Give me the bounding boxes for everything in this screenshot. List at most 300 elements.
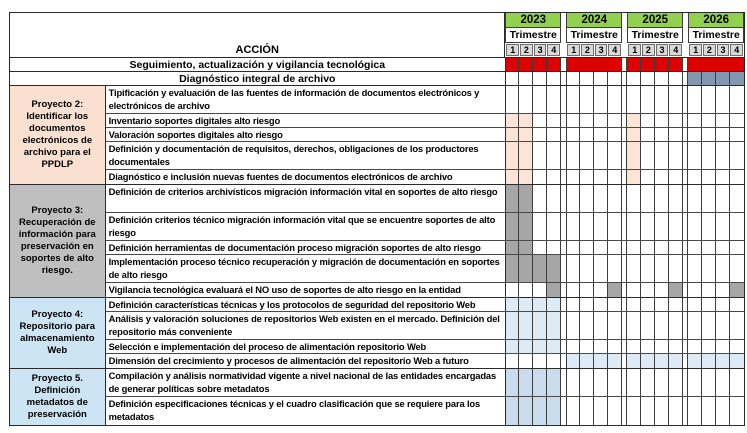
action-text: Valoración soportes digitales alto riesgo [106,128,506,141]
gantt-cell-empty [567,369,581,396]
gantt-cell-empty [608,312,622,339]
gantt-cell-filled [519,185,533,212]
gantt-cell-filled [688,354,702,368]
gantt-cell-empty [547,185,561,212]
action-row [106,255,744,283]
gantt-cell-filled [580,58,594,71]
project-group-5 [10,369,744,425]
quarter-number-row [505,43,561,57]
gantt-cell-empty [669,72,683,85]
gantt-cell-empty [594,114,608,127]
gantt-cell-empty [580,86,594,113]
gantt-cell-empty [716,170,730,184]
gantt-cell-empty [641,298,655,311]
gantt-cell-empty [580,312,594,339]
gantt-cell-empty [702,255,716,282]
gantt-cell-empty [716,185,730,212]
gantt-cell-filled [519,213,533,240]
quarter-number: 3 [534,44,547,56]
gantt-cell-filled [627,58,641,71]
gantt-cell-empty [716,369,730,396]
gantt-cell-filled [519,128,533,141]
gantt-cell-empty [655,72,669,85]
quarter-grid [506,397,744,425]
year-label: 2023 [505,13,561,28]
gantt-cell-empty [594,128,608,141]
gantt-cell-empty [608,255,622,282]
gantt-cell-filled [547,369,561,396]
gantt-cell-filled [519,298,533,311]
gantt-cell-empty [594,369,608,396]
gantt-cell-filled [730,72,744,85]
gantt-cell-empty [567,298,581,311]
gantt-cell-empty [641,213,655,240]
gantt-cell-filled [519,114,533,127]
gantt-cell-filled [730,354,744,368]
gantt-cell-empty [608,128,622,141]
accion-column-header: ACCIÓN [10,13,505,57]
action-row [106,241,744,255]
gantt-cell-empty [533,114,547,127]
gantt-cell-empty [627,283,641,297]
quarter-grid [506,312,744,339]
gantt-cell-empty [730,128,744,141]
merged-action-row [10,72,744,86]
gantt-cell-empty [627,72,641,85]
action-row [106,128,744,142]
gantt-cell-empty [533,170,547,184]
gantt-cell-empty [567,283,581,297]
gantt-cell-empty [716,241,730,254]
project-rows [106,298,744,368]
gantt-cell-empty [702,397,716,425]
quarter-grid [506,114,744,127]
gantt-cell-empty [688,86,702,113]
gantt-cell-empty [567,241,581,254]
gantt-cell-filled [519,397,533,425]
gantt-cell-empty [567,255,581,282]
quarter-number: 4 [547,44,560,56]
action-text: Compilación y análisis normatividad vigente a nivel nacional de las entidades encargadas de generar políticas sobre metadatos [106,369,506,396]
gantt-cell-empty [594,283,608,297]
gantt-cell-filled [547,340,561,353]
gantt-cell-filled [506,312,520,339]
gantt-cell-empty [655,397,669,425]
quarter-number: 2 [520,44,533,56]
table-header [10,13,744,58]
gantt-cell-empty [580,397,594,425]
gantt-cell-empty [608,241,622,254]
gantt-cell-filled [716,58,730,71]
gantt-cell-empty [702,185,716,212]
gantt-cell-empty [533,72,547,85]
quarter-number: 4 [608,44,621,56]
gantt-cell-filled [627,114,641,127]
gantt-cell-empty [688,283,702,297]
gantt-cell-empty [702,86,716,113]
gantt-cell-empty [608,114,622,127]
gantt-cell-filled [519,255,533,282]
gantt-cell-empty [655,170,669,184]
action-text: Definición herramientas de documentación proceso migración soportes de alto riesgo [106,241,506,254]
gantt-cell-empty [669,369,683,396]
action-row [106,114,744,128]
quarter-number-row [566,43,622,57]
gantt-cell-empty [506,86,520,113]
gantt-cell-empty [702,312,716,339]
gantt-cell-empty [702,213,716,240]
quarter-grid [506,213,744,240]
quarter-grid [506,369,744,396]
gantt-cell-empty [669,213,683,240]
gantt-cell-empty [567,142,581,169]
gantt-cell-empty [608,298,622,311]
gantt-cell-empty [641,312,655,339]
gantt-cell-empty [567,340,581,353]
action-text: Definición de criterios archivísticos migración información vital en soportes de alto riesgo [106,185,506,212]
gantt-cell-empty [688,241,702,254]
gantt-cell-filled [702,72,716,85]
quarter-number: 2 [581,44,594,56]
gantt-cell-empty [627,213,641,240]
gantt-cell-empty [655,369,669,396]
gantt-cell-empty [641,283,655,297]
gantt-cell-empty [688,185,702,212]
gantt-cell-empty [730,298,744,311]
gantt-cell-empty [641,185,655,212]
trimestre-label: Trimestre [627,28,683,43]
gantt-cell-empty [580,185,594,212]
gantt-cell-empty [506,354,520,368]
project-rows [106,185,744,297]
gantt-cell-filled [547,283,561,297]
gantt-cell-empty [594,298,608,311]
gantt-cell-empty [730,213,744,240]
gantt-cell-empty [594,312,608,339]
gantt-cell-empty [655,255,669,282]
gantt-cell-empty [716,283,730,297]
gantt-cell-empty [547,354,561,368]
project-groups [10,86,744,425]
gantt-cell-filled [533,397,547,425]
gantt-cell-empty [567,185,581,212]
gantt-cell-filled [702,354,716,368]
gantt-cell-filled [519,312,533,339]
quarter-grid [506,142,744,169]
gantt-cell-empty [594,142,608,169]
action-row [106,369,744,397]
gantt-cell-empty [655,185,669,212]
gantt-cell-empty [688,255,702,282]
action-row [106,354,744,368]
gantt-schedule-table [9,12,745,426]
action-row [106,185,744,213]
gantt-cell-empty [567,312,581,339]
project-group-3 [10,185,744,298]
gantt-cell-empty [608,397,622,425]
action-row [106,298,744,312]
gantt-cell-filled [730,283,744,297]
gantt-cell-filled [567,354,581,368]
gantt-cell-empty [641,86,655,113]
gantt-cell-empty [608,213,622,240]
gantt-cell-filled [547,298,561,311]
merged-action-label: Seguimiento, actualización y vigilancia tecnológica [10,58,506,71]
gantt-cell-empty [627,340,641,353]
gantt-cell-empty [627,86,641,113]
gantt-cell-empty [730,86,744,113]
gantt-cell-empty [627,397,641,425]
gantt-cell-filled [519,241,533,254]
gantt-cell-filled [655,58,669,71]
year-label: 2025 [627,13,683,28]
gantt-cell-empty [641,128,655,141]
gantt-cell-empty [641,255,655,282]
gantt-cell-empty [641,114,655,127]
gantt-cell-filled [688,72,702,85]
gantt-cell-empty [688,142,702,169]
gantt-cell-empty [641,241,655,254]
gantt-cell-empty [716,114,730,127]
gantt-cell-empty [580,142,594,169]
gantt-cell-filled [716,354,730,368]
project-label: Proyecto 4: Repositorio para almacenamiento Web [10,298,106,368]
quarter-number: 1 [689,44,702,56]
gantt-cell-filled [688,58,702,71]
gantt-cell-empty [688,128,702,141]
gantt-cell-empty [641,397,655,425]
gantt-cell-empty [580,72,594,85]
gantt-cell-empty [608,369,622,396]
gantt-cell-empty [567,128,581,141]
quarter-number: 3 [595,44,608,56]
gantt-cell-empty [669,114,683,127]
quarter-grid [506,170,744,184]
trimestre-label: Trimestre [566,28,622,43]
gantt-cell-empty [608,340,622,353]
gantt-cell-empty [533,241,547,254]
quarter-grid [506,72,744,85]
gantt-cell-empty [533,185,547,212]
gantt-cell-filled [533,312,547,339]
gantt-cell-filled [506,369,520,396]
action-row [106,213,744,241]
action-text: Vigilancia tecnológica evaluará el NO uso de soportes de alto riesgo en la entidad [106,283,506,297]
action-row [106,142,744,170]
gantt-cell-filled [627,128,641,141]
gantt-cell-filled [547,255,561,282]
gantt-cell-empty [669,340,683,353]
action-text: Análisis y valoración soluciones de repositorios Web existen en el mercado. Definición del repositorio más conveniente [106,312,506,339]
gantt-cell-empty [702,241,716,254]
gantt-cell-filled [580,354,594,368]
gantt-cell-filled [608,58,622,71]
gantt-cell-empty [669,255,683,282]
gantt-cell-filled [533,255,547,282]
quarter-grid [506,340,744,353]
gantt-cell-empty [580,255,594,282]
gantt-cell-empty [655,114,669,127]
gantt-cell-empty [594,241,608,254]
timeline-header [505,13,744,57]
gantt-cell-empty [702,128,716,141]
gantt-cell-filled [506,241,520,254]
gantt-cell-filled [519,369,533,396]
merged-action-label: Diagnóstico integral de archivo [10,72,506,85]
gantt-cell-filled [533,58,547,71]
gantt-cell-empty [580,241,594,254]
gantt-cell-empty [655,241,669,254]
gantt-cell-empty [594,86,608,113]
gantt-cell-empty [608,72,622,85]
gantt-cell-filled [702,58,716,71]
gantt-cell-empty [506,283,520,297]
gantt-cell-filled [627,354,641,368]
gantt-cell-empty [533,86,547,113]
quarter-grid [506,86,744,113]
gantt-cell-empty [669,185,683,212]
gantt-cell-empty [688,170,702,184]
project-group-2 [10,86,744,185]
year-group-2025 [627,13,683,57]
gantt-cell-filled [641,354,655,368]
action-text: Tipificación y evaluación de las fuentes de información de documentos electrónicos y electrónicos de archivo [106,86,506,113]
gantt-cell-empty [730,312,744,339]
gantt-cell-empty [533,283,547,297]
action-row [106,170,744,184]
gantt-cell-empty [730,170,744,184]
merged-top-rows [10,58,744,86]
trimestre-label: Trimestre [688,28,744,43]
quarter-grid [506,255,744,282]
quarter-number: 4 [669,44,682,56]
gantt-cell-empty [669,142,683,169]
gantt-cell-empty [580,213,594,240]
gantt-cell-empty [716,397,730,425]
gantt-cell-empty [547,86,561,113]
gantt-cell-filled [533,369,547,396]
gantt-cell-empty [688,312,702,339]
project-rows [106,86,744,184]
gantt-cell-empty [669,241,683,254]
gantt-cell-filled [519,170,533,184]
year-label: 2024 [566,13,622,28]
gantt-cell-filled [506,255,520,282]
gantt-cell-empty [702,298,716,311]
gantt-cell-empty [702,369,716,396]
gantt-cell-filled [547,58,561,71]
action-text: Inventario soportes digitales alto riesgo [106,114,506,127]
gantt-cell-empty [547,142,561,169]
gantt-cell-empty [688,369,702,396]
gantt-cell-filled [506,185,520,212]
gantt-cell-filled [519,142,533,169]
quarter-grid [506,185,744,212]
gantt-cell-empty [594,340,608,353]
gantt-cell-empty [580,170,594,184]
gantt-cell-empty [655,298,669,311]
gantt-cell-empty [594,255,608,282]
gantt-cell-empty [519,72,533,85]
gantt-cell-empty [702,283,716,297]
gantt-cell-empty [627,185,641,212]
gantt-cell-empty [716,340,730,353]
gantt-cell-empty [580,114,594,127]
project-label: Proyecto 3: Recuperación de información para preservación en soportes de alto riesgo. [10,185,106,297]
gantt-cell-filled [655,354,669,368]
gantt-cell-filled [506,58,520,71]
quarter-grid [506,241,744,254]
gantt-cell-empty [594,213,608,240]
gantt-cell-empty [688,298,702,311]
gantt-cell-empty [533,213,547,240]
gantt-cell-empty [655,213,669,240]
gantt-cell-empty [655,340,669,353]
gantt-cell-empty [594,170,608,184]
gantt-cell-filled [506,128,520,141]
gantt-cell-filled [627,170,641,184]
gantt-cell-empty [567,86,581,113]
gantt-cell-empty [567,114,581,127]
gantt-cell-filled [730,58,744,71]
gantt-cell-empty [669,298,683,311]
quarter-number: 3 [656,44,669,56]
gantt-cell-empty [730,255,744,282]
gantt-cell-filled [669,283,683,297]
gantt-cell-empty [567,397,581,425]
gantt-cell-empty [567,170,581,184]
action-text: Diagnóstico e inclusión nuevas fuentes de documentos electrónicos de archivo [106,170,506,184]
gantt-cell-empty [641,170,655,184]
gantt-cell-empty [730,369,744,396]
quarter-grid [506,298,744,311]
gantt-cell-filled [506,298,520,311]
quarter-number: 3 [717,44,730,56]
gantt-cell-filled [506,340,520,353]
gantt-cell-empty [519,354,533,368]
gantt-cell-empty [641,340,655,353]
gantt-cell-filled [533,340,547,353]
gantt-cell-empty [730,241,744,254]
action-text: Definición criterios técnico migración información vital que se encuentre soportes de alto riesgo [106,213,506,240]
gantt-cell-empty [716,213,730,240]
project-group-4 [10,298,744,369]
gantt-cell-empty [688,114,702,127]
gantt-cell-empty [702,142,716,169]
gantt-cell-filled [669,354,683,368]
gantt-cell-filled [594,58,608,71]
gantt-cell-filled [547,312,561,339]
gantt-cell-empty [730,397,744,425]
year-group-2026 [688,13,744,57]
year-label: 2026 [688,13,744,28]
action-text: Definición y documentación de requisitos, derechos, obligaciones de los productores documentales [106,142,506,169]
gantt-cell-filled [519,58,533,71]
gantt-cell-empty [669,128,683,141]
gantt-cell-empty [730,142,744,169]
gantt-cell-empty [655,312,669,339]
gantt-cell-empty [655,128,669,141]
gantt-cell-filled [608,354,622,368]
gantt-cell-empty [547,114,561,127]
action-text: Dimensión del crecimiento y procesos de alimentación del repositorio Web a futuro [106,354,506,368]
gantt-cell-empty [580,128,594,141]
gantt-cell-empty [655,283,669,297]
gantt-cell-empty [627,241,641,254]
gantt-cell-empty [547,72,561,85]
gantt-cell-empty [627,312,641,339]
quarter-number-row [627,43,683,57]
